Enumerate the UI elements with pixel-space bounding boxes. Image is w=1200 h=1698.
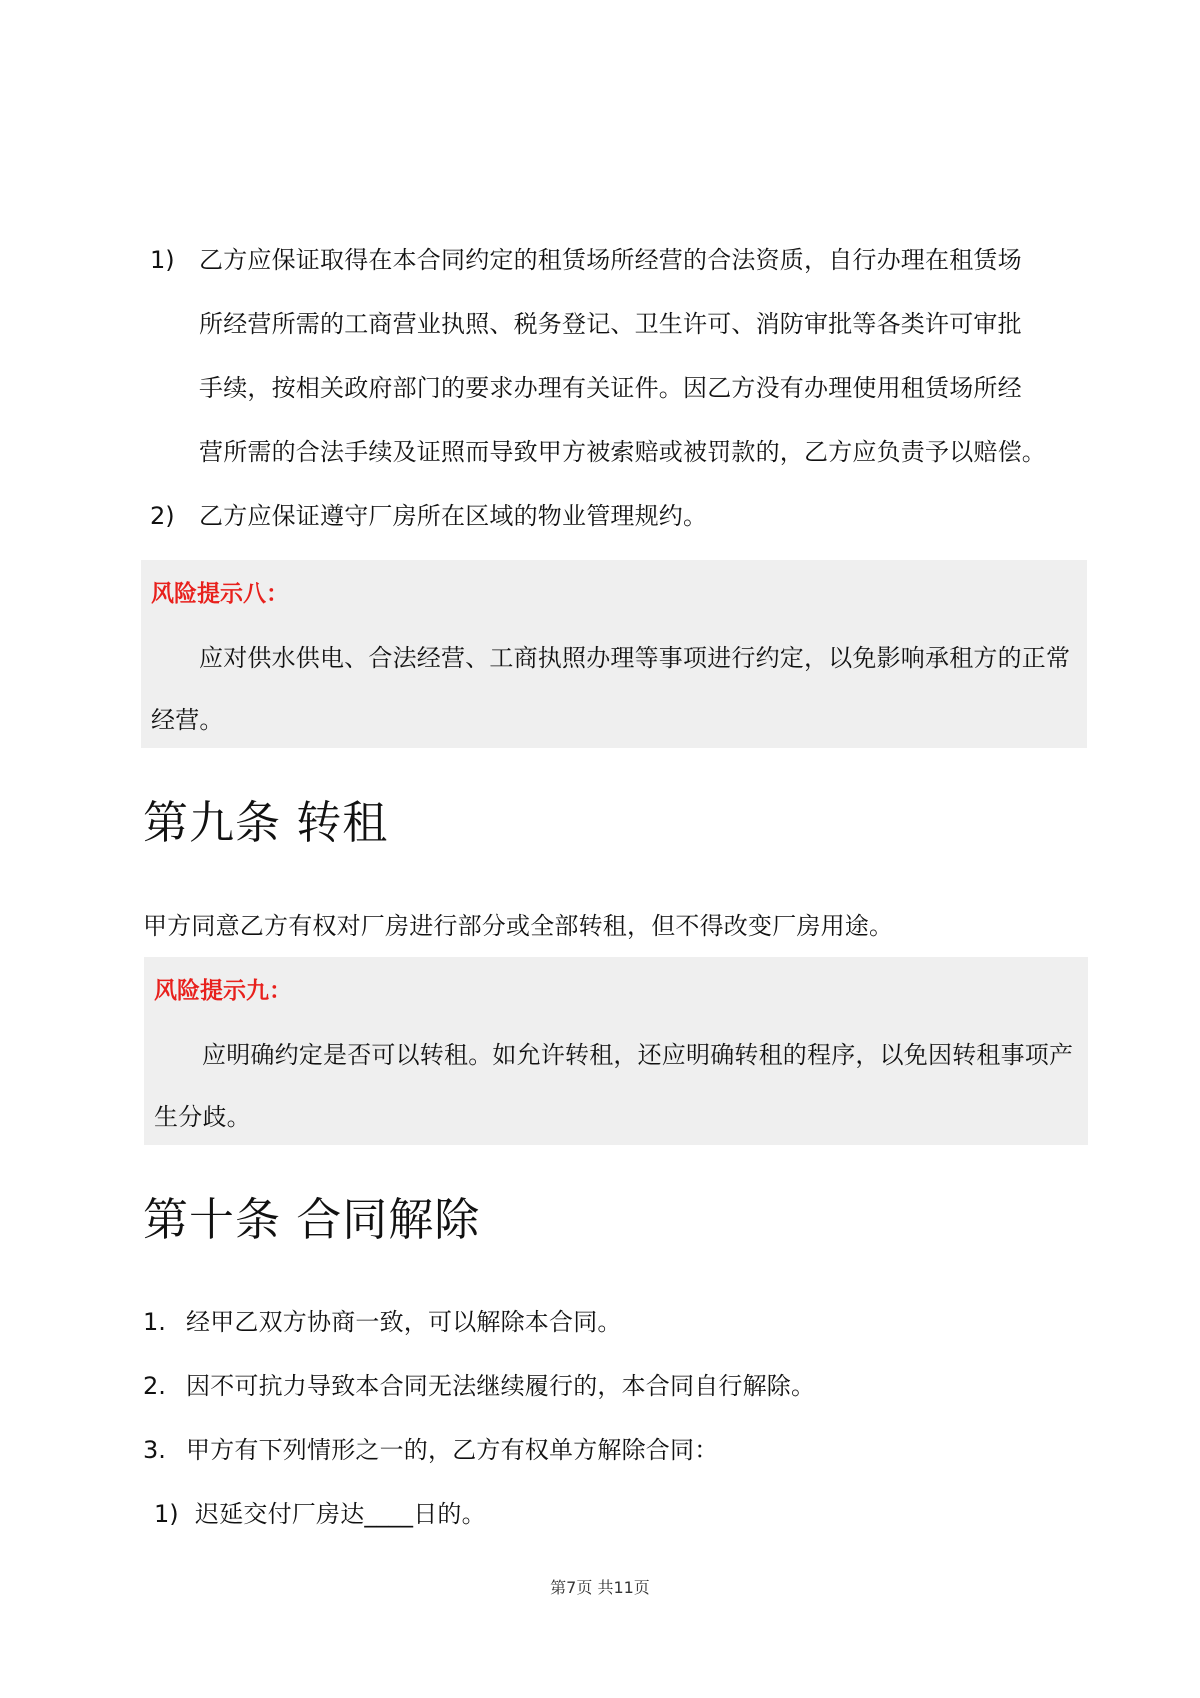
risk-tip-title: 风险提示九： <box>154 978 292 1004</box>
page-number: 第7页 共11页 <box>550 1578 650 1597</box>
list-item: 因不可抗力导致本合同无法继续履行的，本合同自行解除。 <box>186 1372 816 1400</box>
list-marker: 1. <box>143 1308 166 1336</box>
paragraph-line: 营所需的合法手续及证照而导致甲方被索赔或被罚款的，乙方应负责予以赔偿。 <box>199 438 1046 466</box>
article-heading: 第十条 合同解除 <box>143 1193 481 1246</box>
list-marker: 2. <box>143 1372 166 1400</box>
paragraph-line: 乙方应保证遵守厂房所在区域的物业管理规约。 <box>199 502 708 530</box>
list-marker: 1) <box>150 246 175 274</box>
paragraph-line: 手续，按相关政府部门的要求办理有关证件。因乙方没有办理使用租赁场所经 <box>199 374 1022 402</box>
list-marker: 2) <box>150 502 175 530</box>
risk-tip-box <box>141 560 1087 748</box>
article-heading: 第九条 转租 <box>143 796 389 849</box>
paragraph-line: 乙方应保证取得在本合同约定的租赁场所经营的合法资质，自行办理在租赁场 <box>199 246 1022 274</box>
list-item: 经甲乙双方协商一致，可以解除本合同。 <box>186 1308 622 1336</box>
risk-tip-line: 生分歧。 <box>154 1103 251 1131</box>
list-marker: 3. <box>143 1436 166 1464</box>
risk-tip-box <box>144 957 1088 1145</box>
risk-tip-line: 应明确约定是否可以转租。如允许转租，还应明确转租的程序，以免因转租事项产 <box>202 1041 1074 1069</box>
risk-tip-line: 应对供水供电、合法经营、工商执照办理等事项进行约定，以免影响承租方的正常 <box>199 644 1071 672</box>
list-marker: 1) <box>154 1500 179 1528</box>
article-paragraph: 甲方同意乙方有权对厂房进行部分或全部转租，但不得改变厂房用途。 <box>143 912 894 940</box>
list-item: 甲方有下列情形之一的，乙方有权单方解除合同： <box>186 1436 719 1464</box>
sub-list-item: 迟延交付厂房达____日的。 <box>195 1500 486 1528</box>
risk-tip-title: 风险提示八： <box>151 581 289 607</box>
paragraph-line: 所经营所需的工商营业执照、税务登记、卫生许可、消防审批等各类许可审批 <box>199 310 1022 338</box>
risk-tip-line: 经营。 <box>151 706 224 734</box>
